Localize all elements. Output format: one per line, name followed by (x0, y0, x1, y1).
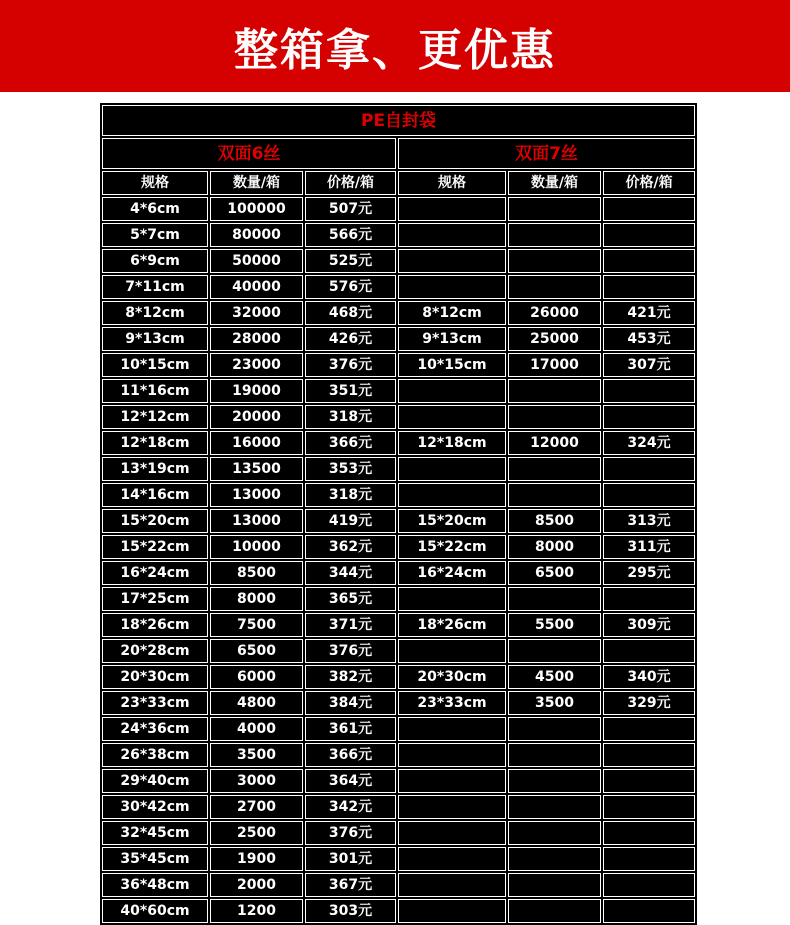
cell-quantity (508, 743, 601, 767)
cell-spec: 5*7cm (102, 223, 208, 247)
table-row (102, 431, 695, 455)
cell-price: 307元 (603, 353, 695, 377)
table-row (102, 899, 695, 923)
cell-price: 364元 (305, 769, 396, 793)
cell-quantity (508, 223, 601, 247)
cell-spec: 6*9cm (102, 249, 208, 273)
table-row (102, 639, 695, 663)
cell-quantity: 3000 (210, 769, 303, 793)
cell-quantity: 1200 (210, 899, 303, 923)
price-table (100, 103, 697, 925)
cell-price: 371元 (305, 613, 396, 637)
table-row (102, 561, 695, 585)
cell-spec (398, 483, 506, 507)
cell-quantity (508, 405, 601, 429)
column-header-spec: 规格 (102, 171, 208, 195)
cell-spec (398, 743, 506, 767)
cell-spec (398, 899, 506, 923)
cell-spec (398, 717, 506, 741)
cell-price: 313元 (603, 509, 695, 533)
cell-price: 566元 (305, 223, 396, 247)
cell-spec: 15*22cm (398, 535, 506, 559)
cell-quantity (508, 275, 601, 299)
cell-quantity (508, 587, 601, 611)
cell-quantity: 16000 (210, 431, 303, 455)
column-header-price: 价格/箱 (603, 171, 695, 195)
table-row (102, 509, 695, 533)
cell-spec (398, 223, 506, 247)
cell-price (603, 405, 695, 429)
cell-spec: 35*45cm (102, 847, 208, 871)
cell-price: 324元 (603, 431, 695, 455)
cell-price (603, 457, 695, 481)
cell-price (603, 899, 695, 923)
cell-spec (398, 847, 506, 871)
cell-spec: 10*15cm (398, 353, 506, 377)
cell-spec: 17*25cm (102, 587, 208, 611)
cell-spec (398, 821, 506, 845)
table-row (102, 249, 695, 273)
cell-quantity: 5500 (508, 613, 601, 637)
cell-price (603, 743, 695, 767)
cell-price: 367元 (305, 873, 396, 897)
cell-spec (398, 249, 506, 273)
table-title: PE自封袋 (102, 105, 695, 136)
cell-price: 426元 (305, 327, 396, 351)
cell-quantity (508, 717, 601, 741)
cell-quantity: 12000 (508, 431, 601, 455)
cell-spec: 30*42cm (102, 795, 208, 819)
cell-price (603, 275, 695, 299)
cell-spec (398, 379, 506, 403)
cell-price: 344元 (305, 561, 396, 585)
cell-quantity: 13000 (210, 509, 303, 533)
cell-spec: 23*33cm (398, 691, 506, 715)
table-row (102, 483, 695, 507)
table-row (102, 873, 695, 897)
cell-price: 419元 (305, 509, 396, 533)
table-row (102, 821, 695, 845)
cell-price: 376元 (305, 639, 396, 663)
cell-price: 507元 (305, 197, 396, 221)
cell-quantity: 40000 (210, 275, 303, 299)
cell-quantity (508, 639, 601, 663)
table-row (102, 665, 695, 689)
column-header-quantity: 数量/箱 (508, 171, 601, 195)
cell-spec: 24*36cm (102, 717, 208, 741)
cell-quantity: 4500 (508, 665, 601, 689)
cell-price (603, 223, 695, 247)
cell-spec: 15*20cm (102, 509, 208, 533)
cell-quantity: 6500 (210, 639, 303, 663)
cell-spec: 9*13cm (398, 327, 506, 351)
cell-quantity: 8500 (210, 561, 303, 585)
cell-quantity: 13500 (210, 457, 303, 481)
cell-price: 295元 (603, 561, 695, 585)
cell-spec: 20*30cm (398, 665, 506, 689)
cell-price: 525元 (305, 249, 396, 273)
cell-spec: 8*12cm (398, 301, 506, 325)
cell-spec (398, 197, 506, 221)
table-row (102, 457, 695, 481)
cell-quantity: 6000 (210, 665, 303, 689)
cell-price: 362元 (305, 535, 396, 559)
cell-spec (398, 587, 506, 611)
cell-price: 365元 (305, 587, 396, 611)
cell-spec: 11*16cm (102, 379, 208, 403)
promo-banner (0, 0, 790, 92)
cell-quantity: 20000 (210, 405, 303, 429)
cell-spec: 15*20cm (398, 509, 506, 533)
cell-quantity: 1900 (210, 847, 303, 871)
cell-quantity (508, 379, 601, 403)
cell-quantity: 2500 (210, 821, 303, 845)
cell-price: 468元 (305, 301, 396, 325)
cell-quantity: 8000 (210, 587, 303, 611)
cell-price (603, 847, 695, 871)
cell-quantity: 23000 (210, 353, 303, 377)
cell-quantity: 10000 (210, 535, 303, 559)
table-row (102, 535, 695, 559)
cell-spec: 15*22cm (102, 535, 208, 559)
table-row (102, 587, 695, 611)
cell-quantity: 50000 (210, 249, 303, 273)
table-row (102, 197, 695, 221)
cell-quantity (508, 483, 601, 507)
cell-price (603, 795, 695, 819)
cell-price: 301元 (305, 847, 396, 871)
cell-spec: 12*18cm (398, 431, 506, 455)
cell-spec (398, 795, 506, 819)
cell-price: 318元 (305, 483, 396, 507)
table-row (102, 613, 695, 637)
cell-quantity: 17000 (508, 353, 601, 377)
cell-quantity: 4000 (210, 717, 303, 741)
cell-price (603, 639, 695, 663)
cell-spec (398, 275, 506, 299)
cell-spec: 26*38cm (102, 743, 208, 767)
cell-spec: 8*12cm (102, 301, 208, 325)
table-row (102, 691, 695, 715)
cell-price (603, 249, 695, 273)
banner-title: 整箱拿、更优惠 (234, 25, 556, 76)
cell-price (603, 873, 695, 897)
cell-price (603, 483, 695, 507)
cell-quantity (508, 769, 601, 793)
cell-price: 421元 (603, 301, 695, 325)
table-row (102, 795, 695, 819)
cell-quantity (508, 899, 601, 923)
table-row (102, 353, 695, 377)
cell-price (603, 587, 695, 611)
cell-spec (398, 769, 506, 793)
cell-price: 351元 (305, 379, 396, 403)
cell-price: 342元 (305, 795, 396, 819)
cell-spec: 36*48cm (102, 873, 208, 897)
cell-quantity: 2000 (210, 873, 303, 897)
cell-price: 384元 (305, 691, 396, 715)
table-row (102, 769, 695, 793)
group-header-6: 双面6丝 (102, 138, 396, 169)
cell-quantity: 6500 (508, 561, 601, 585)
cell-quantity (508, 249, 601, 273)
cell-quantity: 13000 (210, 483, 303, 507)
cell-price: 382元 (305, 665, 396, 689)
table-row (102, 717, 695, 741)
cell-spec: 23*33cm (102, 691, 208, 715)
cell-quantity (508, 821, 601, 845)
cell-price: 361元 (305, 717, 396, 741)
cell-price: 309元 (603, 613, 695, 637)
table-row (102, 275, 695, 299)
cell-quantity: 25000 (508, 327, 601, 351)
cell-price: 318元 (305, 405, 396, 429)
cell-price: 340元 (603, 665, 695, 689)
table-row (102, 223, 695, 247)
cell-quantity: 32000 (210, 301, 303, 325)
cell-quantity: 8500 (508, 509, 601, 533)
cell-spec (398, 457, 506, 481)
cell-spec (398, 405, 506, 429)
cell-spec: 40*60cm (102, 899, 208, 923)
cell-price (603, 379, 695, 403)
cell-price: 576元 (305, 275, 396, 299)
cell-price: 311元 (603, 535, 695, 559)
cell-quantity: 28000 (210, 327, 303, 351)
cell-price (603, 717, 695, 741)
column-header-price: 价格/箱 (305, 171, 396, 195)
cell-spec (398, 873, 506, 897)
cell-quantity: 3500 (508, 691, 601, 715)
cell-spec: 12*12cm (102, 405, 208, 429)
cell-spec (398, 639, 506, 663)
column-header-spec: 规格 (398, 171, 506, 195)
cell-quantity: 80000 (210, 223, 303, 247)
cell-price: 329元 (603, 691, 695, 715)
cell-quantity: 19000 (210, 379, 303, 403)
table-row (102, 405, 695, 429)
cell-quantity: 26000 (508, 301, 601, 325)
cell-quantity: 2700 (210, 795, 303, 819)
cell-price: 453元 (603, 327, 695, 351)
cell-spec: 29*40cm (102, 769, 208, 793)
cell-spec: 16*24cm (398, 561, 506, 585)
table-row (102, 847, 695, 871)
cell-price: 376元 (305, 353, 396, 377)
cell-quantity: 4800 (210, 691, 303, 715)
cell-spec: 18*26cm (102, 613, 208, 637)
cell-quantity: 100000 (210, 197, 303, 221)
cell-quantity (508, 847, 601, 871)
cell-price: 366元 (305, 743, 396, 767)
cell-price (603, 821, 695, 845)
table-row (102, 743, 695, 767)
table-row (102, 301, 695, 325)
cell-spec: 13*19cm (102, 457, 208, 481)
cell-price: 303元 (305, 899, 396, 923)
table-row (102, 327, 695, 351)
cell-quantity: 8000 (508, 535, 601, 559)
cell-quantity (508, 457, 601, 481)
cell-spec: 20*30cm (102, 665, 208, 689)
cell-quantity (508, 873, 601, 897)
cell-spec: 14*16cm (102, 483, 208, 507)
cell-price (603, 197, 695, 221)
cell-spec: 16*24cm (102, 561, 208, 585)
table-row (102, 379, 695, 403)
cell-quantity: 3500 (210, 743, 303, 767)
cell-price: 353元 (305, 457, 396, 481)
column-header-quantity: 数量/箱 (210, 171, 303, 195)
cell-quantity (508, 795, 601, 819)
cell-spec: 9*13cm (102, 327, 208, 351)
cell-spec: 32*45cm (102, 821, 208, 845)
cell-spec: 7*11cm (102, 275, 208, 299)
cell-price: 366元 (305, 431, 396, 455)
cell-price: 376元 (305, 821, 396, 845)
cell-spec: 18*26cm (398, 613, 506, 637)
cell-quantity: 7500 (210, 613, 303, 637)
cell-spec: 12*18cm (102, 431, 208, 455)
cell-spec: 20*28cm (102, 639, 208, 663)
cell-spec: 4*6cm (102, 197, 208, 221)
cell-spec: 10*15cm (102, 353, 208, 377)
group-header-7: 双面7丝 (398, 138, 695, 169)
cell-quantity (508, 197, 601, 221)
cell-price (603, 769, 695, 793)
